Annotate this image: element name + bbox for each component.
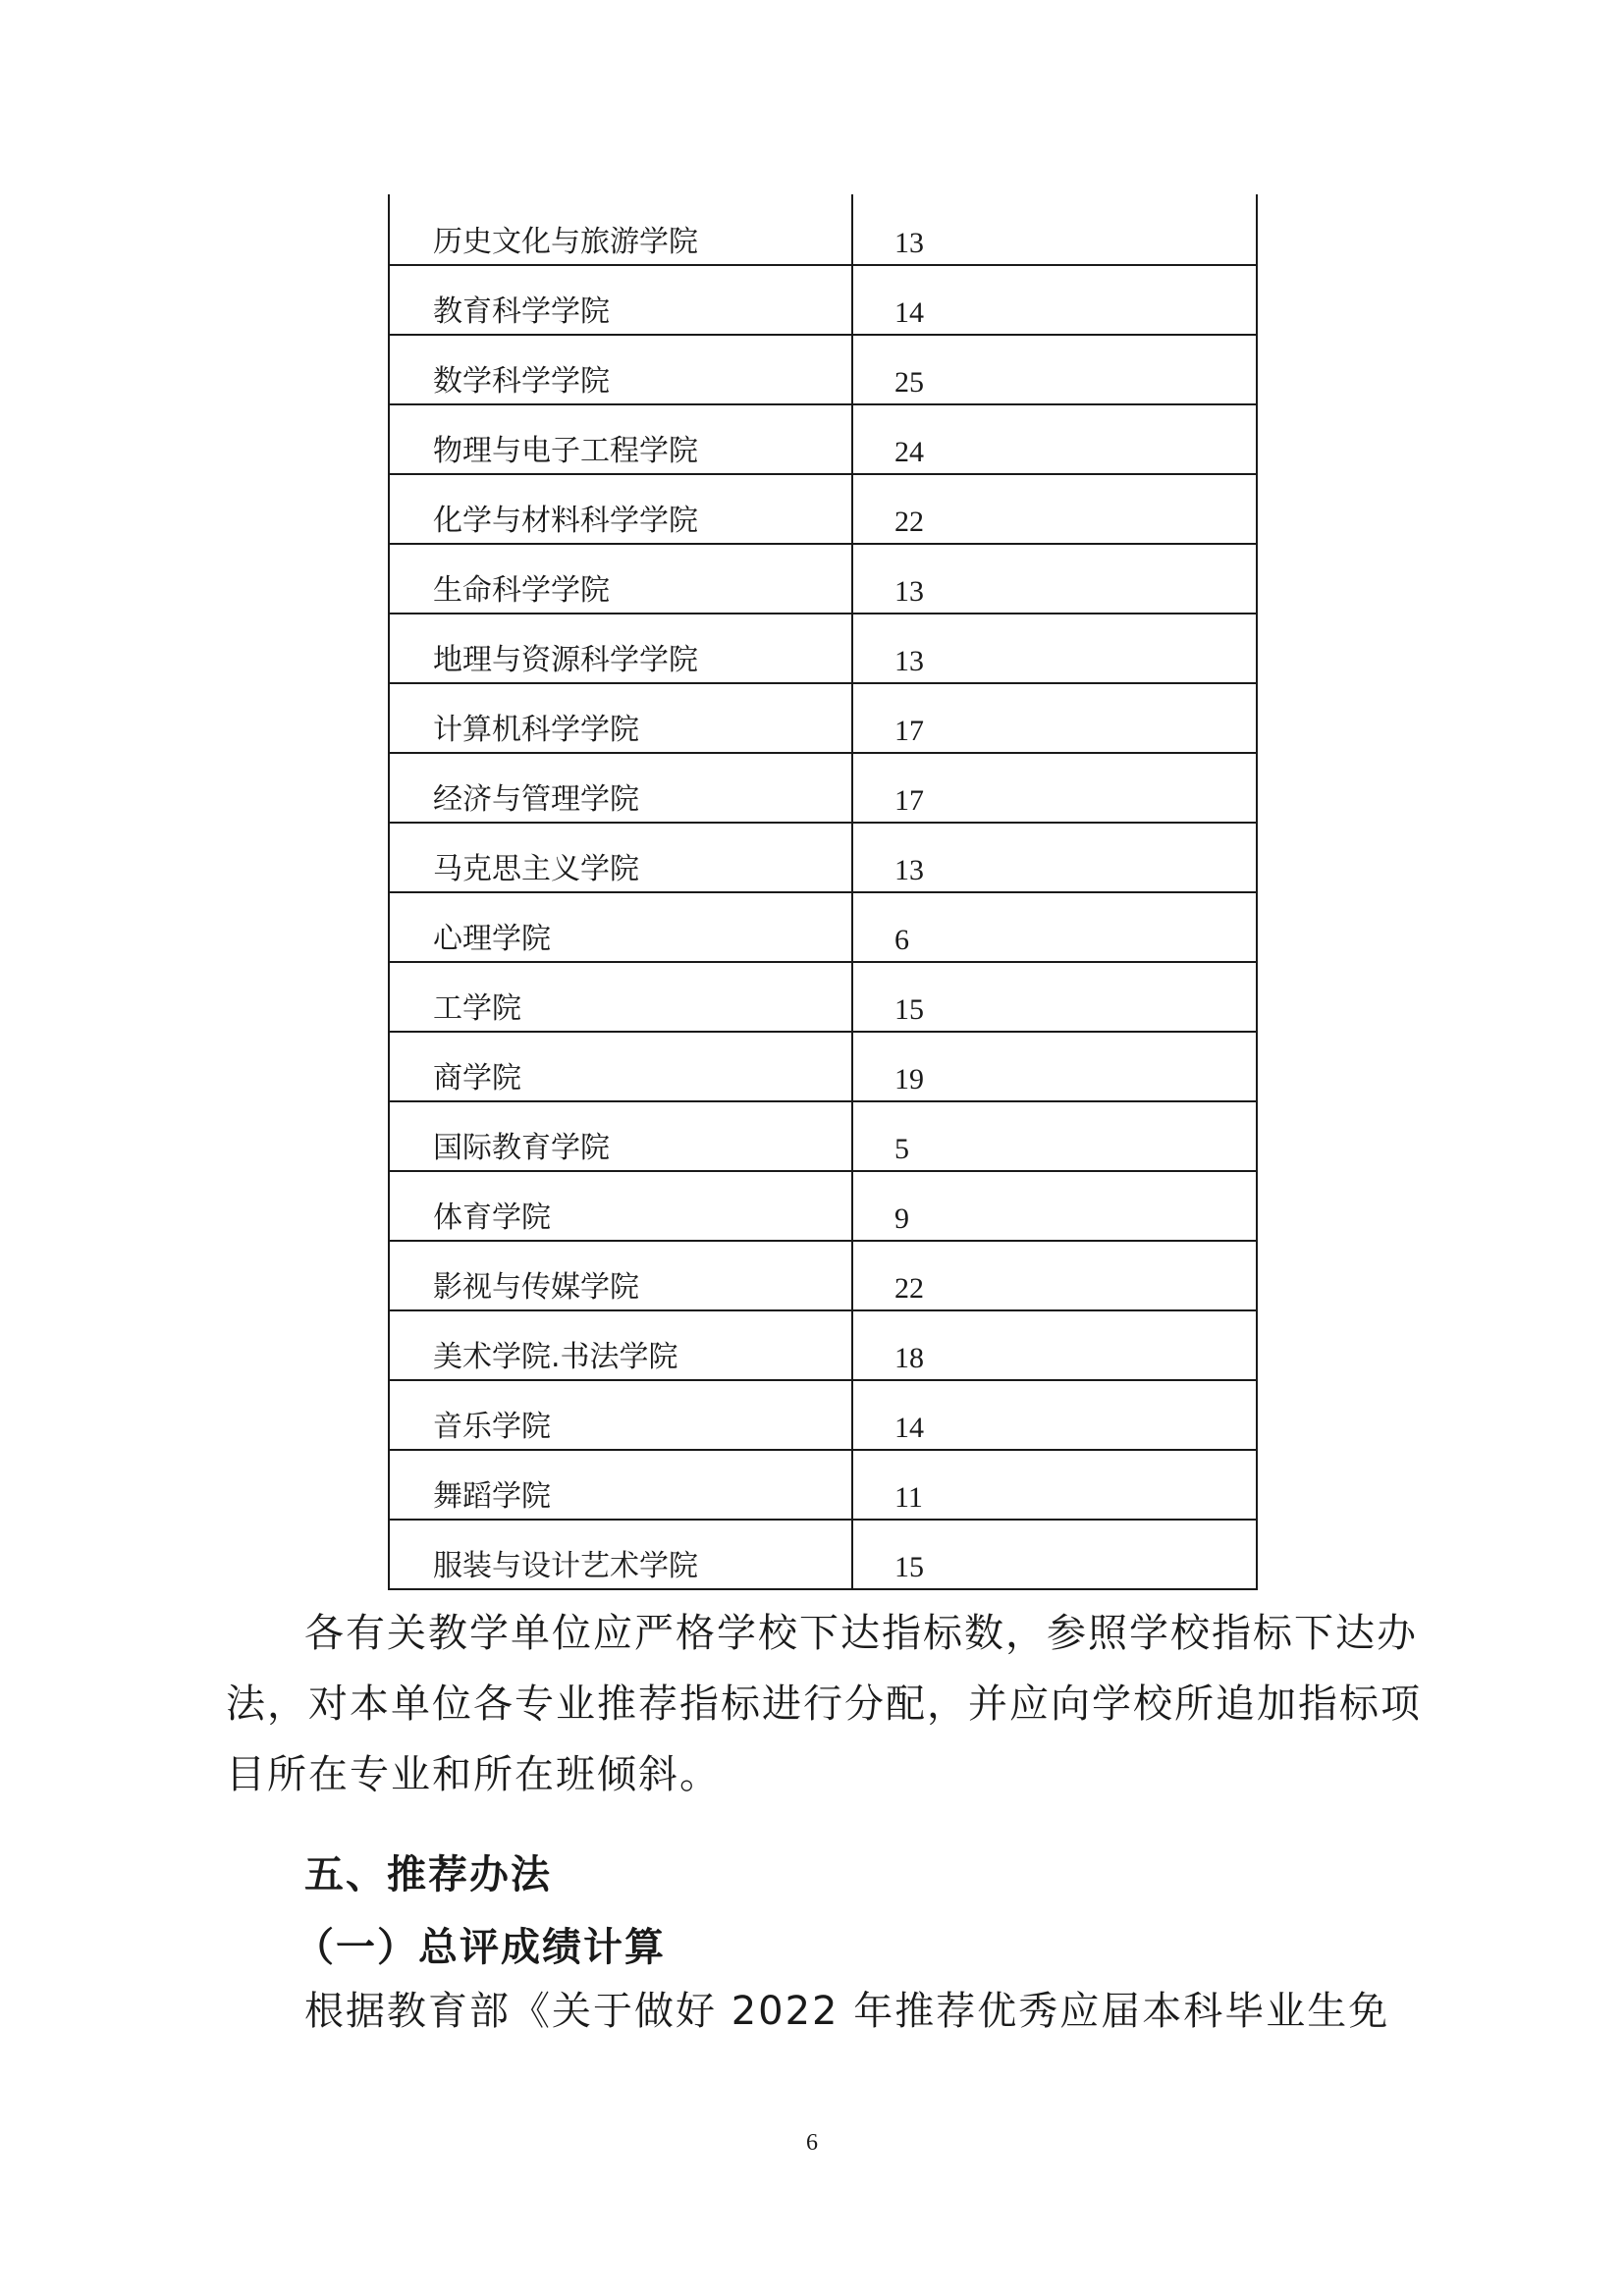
quota-count-cell: 15 [894,993,924,1026]
college-name-cell: 马克思主义学院 [390,824,853,891]
section-heading: 五、推荐办法 [304,1852,552,1897]
table-row [388,1242,1258,1311]
table-row [388,266,1258,336]
table-row [388,1033,1258,1102]
college-name-cell: 经济与管理学院 [390,754,853,822]
college-name-cell: 工学院 [390,963,853,1031]
table-row [388,963,1258,1033]
college-name-cell: 计算机科学学院 [390,684,853,752]
college-name-cell: 地理与资源科学学院 [390,614,853,682]
college-name-cell: 心理学院 [390,893,853,961]
quota-count-cell: 13 [894,227,924,259]
table-row [388,194,1258,266]
table-row [388,545,1258,614]
quota-table-body [388,194,1258,1590]
table-row [388,684,1258,754]
table-row [388,1451,1258,1521]
quota-count-cell: 15 [894,1551,924,1583]
table-row [388,1172,1258,1242]
college-name-cell: 美术学院.书法学院 [390,1311,853,1379]
quota-count-cell: 6 [894,924,909,956]
quota-count-cell: 13 [894,575,924,608]
college-name-cell: 体育学院 [390,1172,853,1240]
table-row [388,1102,1258,1172]
college-name-cell: 教育科学学院 [390,266,853,334]
table-row [388,1521,1258,1590]
college-name-cell: 音乐学院 [390,1381,853,1449]
table-row [388,1381,1258,1451]
paragraph-basis: 根据教育部《关于做好 2022 年推荐优秀应届本科毕业生免 [304,1989,1390,2034]
page-number: 6 [806,2130,818,2156]
college-name-cell: 服装与设计艺术学院 [390,1521,853,1588]
quota-count-cell: 11 [894,1481,923,1514]
quota-count-cell: 19 [894,1063,924,1095]
quota-count-cell: 18 [894,1342,924,1374]
quota-count-cell: 5 [894,1133,909,1165]
subsection-heading: （一）总评成绩计算 [295,1925,666,1970]
quota-count-cell: 25 [894,366,924,399]
college-name-cell: 舞蹈学院 [390,1451,853,1519]
college-name-cell: 化学与材料科学学院 [390,475,853,543]
college-name-cell: 历史文化与旅游学院 [390,194,853,264]
college-name-cell: 生命科学学院 [390,545,853,613]
quota-count-cell: 13 [894,645,924,677]
table-row [388,475,1258,545]
table-row [388,893,1258,963]
table-row [388,336,1258,405]
quota-count-cell: 17 [894,715,924,747]
quota-count-cell: 22 [894,506,924,538]
quota-count-cell: 17 [894,784,924,817]
table-row [388,614,1258,684]
table-row [388,754,1258,824]
quota-count-cell: 14 [894,296,924,329]
quota-count-cell: 9 [894,1202,909,1235]
college-name-cell: 国际教育学院 [390,1102,853,1170]
table-row [388,1311,1258,1381]
quota-count-cell: 14 [894,1412,924,1444]
college-name-cell: 商学院 [390,1033,853,1100]
quota-count-cell: 24 [894,436,924,468]
table-row [388,824,1258,893]
college-name-cell: 数学科学学院 [390,336,853,403]
paragraph-allocation: 各有关教学单位应严格学校下达指标数，参照学校指标下达办法，对本单位各专业推荐指标进行分配，并应向学校所追加指标项目所在专业和所在班倾斜。 [226,1611,1422,1797]
college-name-cell: 影视与传媒学院 [390,1242,853,1309]
college-name-cell: 物理与电子工程学院 [390,405,853,473]
quota-count-cell: 22 [894,1272,924,1305]
quota-count-cell: 13 [894,854,924,886]
table-row [388,405,1258,475]
